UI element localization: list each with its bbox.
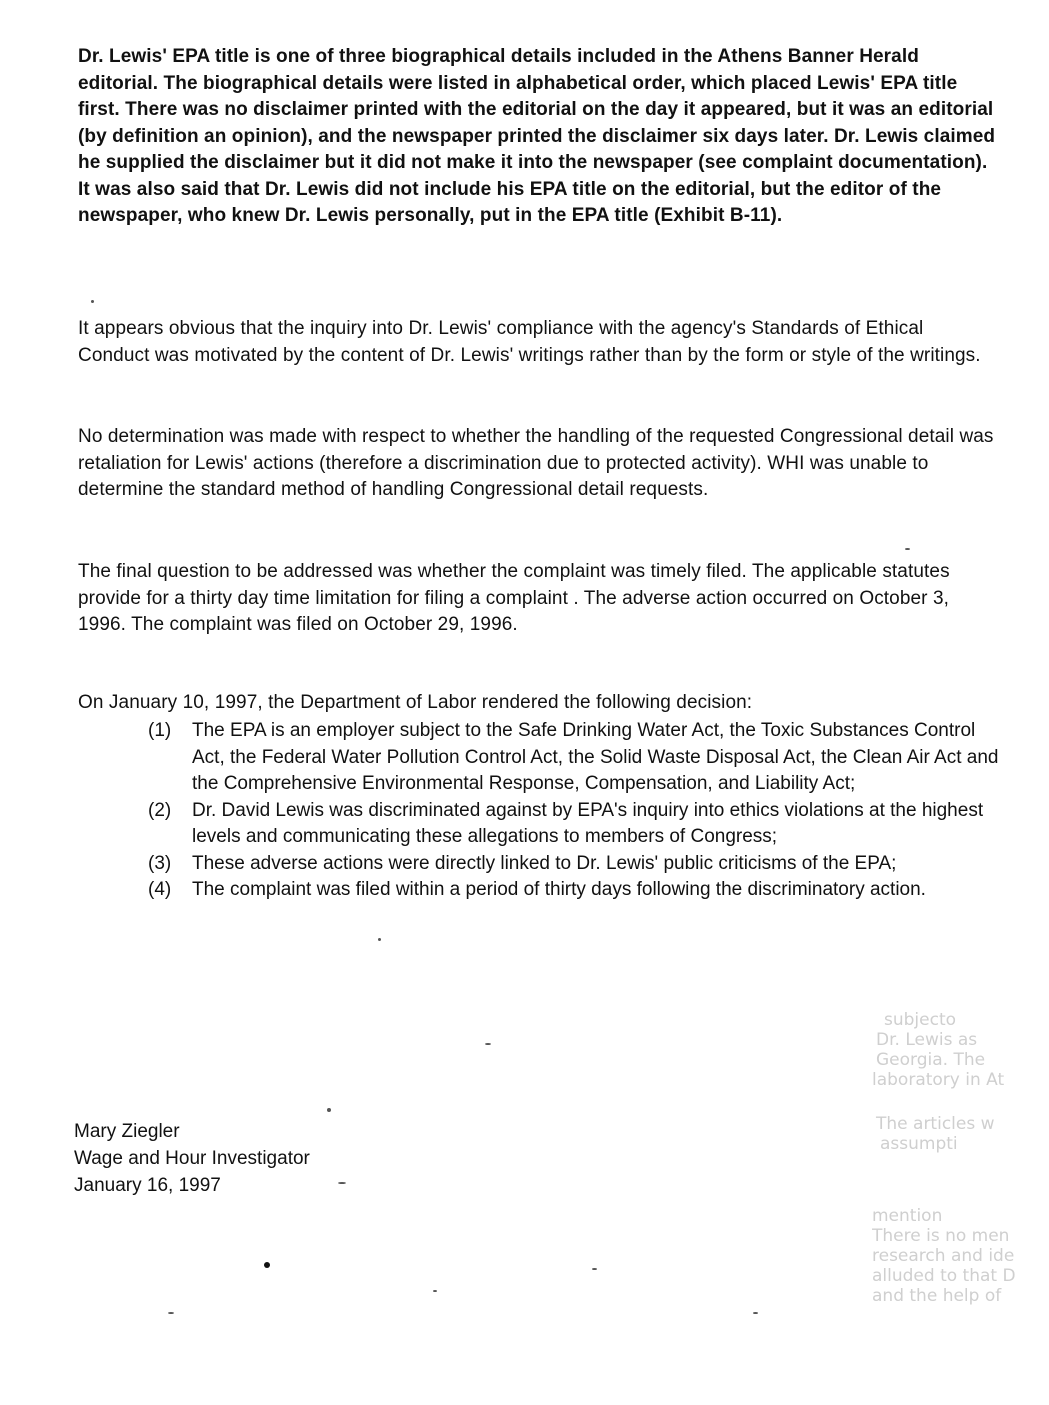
scan-speck (338, 1182, 346, 1184)
decision-item-number: (2) (148, 799, 172, 821)
scan-speck (485, 1043, 491, 1045)
signature-name: Mary Ziegler (74, 1121, 180, 1142)
decision-item-text: These adverse actions were directly linked to Dr. Lewis' public criticisms of the EPA; (192, 852, 897, 874)
decision-item-text: The EPA is an employer subject to the Safe Drinking Water Act, the Toxic Substances Control Act, the Federal Water Pollution Control Act, the Solid Waste Disposal Act, the Clean Air Act and the Comprehensive Environmental Response, Compensation, and Liability Act; (192, 720, 999, 794)
bleed-through-text (872, 1010, 1049, 1405)
bleed-through-line: alluded to that D (872, 1266, 1016, 1286)
bleed-through-line: Georgia. The (876, 1050, 986, 1070)
paragraph-editorial-details: Dr. Lewis' EPA title is one of three biographical details included in the Athens Banner Herald editorial. The biographical details were listed in alphabetical order, which placed Lewis' EPA title first. There was no disclaimer printed with the editorial on the day it appeared, but it was an editorial (by definition an opinion), and the newspaper printed the disclaimer six days later. Dr. Lewis claimed he supplied the disclaimer but it did not make it into the newspaper (see complaint documentation). It was also said that Dr. Lewis did not include his EPA title on the editorial, but the editor of the newspaper, who knew Dr. Lewis personally, put in the EPA title (Exhibit B-11). (78, 46, 996, 226)
paragraph-congressional-detail: No determination was made with respect to whether the handling of the requested Congressional detail was retaliation for Lewis' actions (therefore a discrimination due to protected activity). WHI was unable to determine the standard method of handling Congressional detail requests. (78, 426, 994, 500)
scan-speck (905, 548, 910, 550)
bleed-through-line: mention (872, 1206, 943, 1226)
paragraph-inquiry-motivation: It appears obvious that the inquiry into Dr. Lewis' compliance with the agency's Standards of Ethical Conduct was motivated by the content of Dr. Lewis' writings rather than by the form or style of the writings. (78, 318, 981, 366)
scan-speck (378, 938, 381, 941)
bleed-through-line: subjecto (884, 1010, 957, 1030)
bleed-through-line: research and ide (872, 1246, 1015, 1266)
scan-speck (592, 1268, 597, 1270)
scan-speck (327, 1108, 331, 1112)
bleed-through-line: laboratory in At (872, 1070, 1005, 1090)
decision-item-number: (3) (148, 852, 172, 874)
decision-item-text: Dr. David Lewis was discriminated against by EPA's inquiry into ethics violations at the highest levels and communicating these allegations to members of Congress; (192, 799, 984, 847)
decision-list (148, 718, 1008, 904)
decision-item (148, 798, 1008, 851)
decision-item (148, 851, 1008, 878)
bleed-through-line: and the help of (872, 1286, 1002, 1306)
decision-item (148, 718, 1008, 798)
decision-item-number: (4) (148, 879, 172, 900)
bleed-through-line: The articles w (876, 1114, 995, 1134)
scan-speck (168, 1312, 174, 1314)
signature-title: Wage and Hour Investigator (74, 1148, 310, 1169)
decision-item-number: (1) (148, 720, 172, 741)
signature-block (74, 1118, 474, 1199)
paragraph-decision-intro: On January 10, 1997, the Department of Labor rendered the following decision: (78, 692, 753, 713)
scan-speck (753, 1312, 758, 1314)
bleed-through-line: There is no men (872, 1226, 1010, 1246)
scan-speck (264, 1262, 270, 1268)
scan-speck (91, 300, 94, 303)
scan-speck (433, 1290, 437, 1292)
signature-date: January 16, 1997 (74, 1175, 221, 1196)
decision-item (148, 877, 1008, 904)
decision-item-text: The complaint was filed within a period of thirty days following the discriminatory action. (192, 879, 926, 900)
bleed-through-line: Dr. Lewis as (876, 1030, 978, 1050)
paragraph-timeliness: The final question to be addressed was whether the complaint was timely filed. The applicable statutes provide for a thirty day time limitation for filing a complaint . The adverse action occurred on October 3, 1996. The complaint was filed on October 29, 1996. (78, 561, 950, 635)
bleed-through-line: assumpti (880, 1134, 958, 1154)
